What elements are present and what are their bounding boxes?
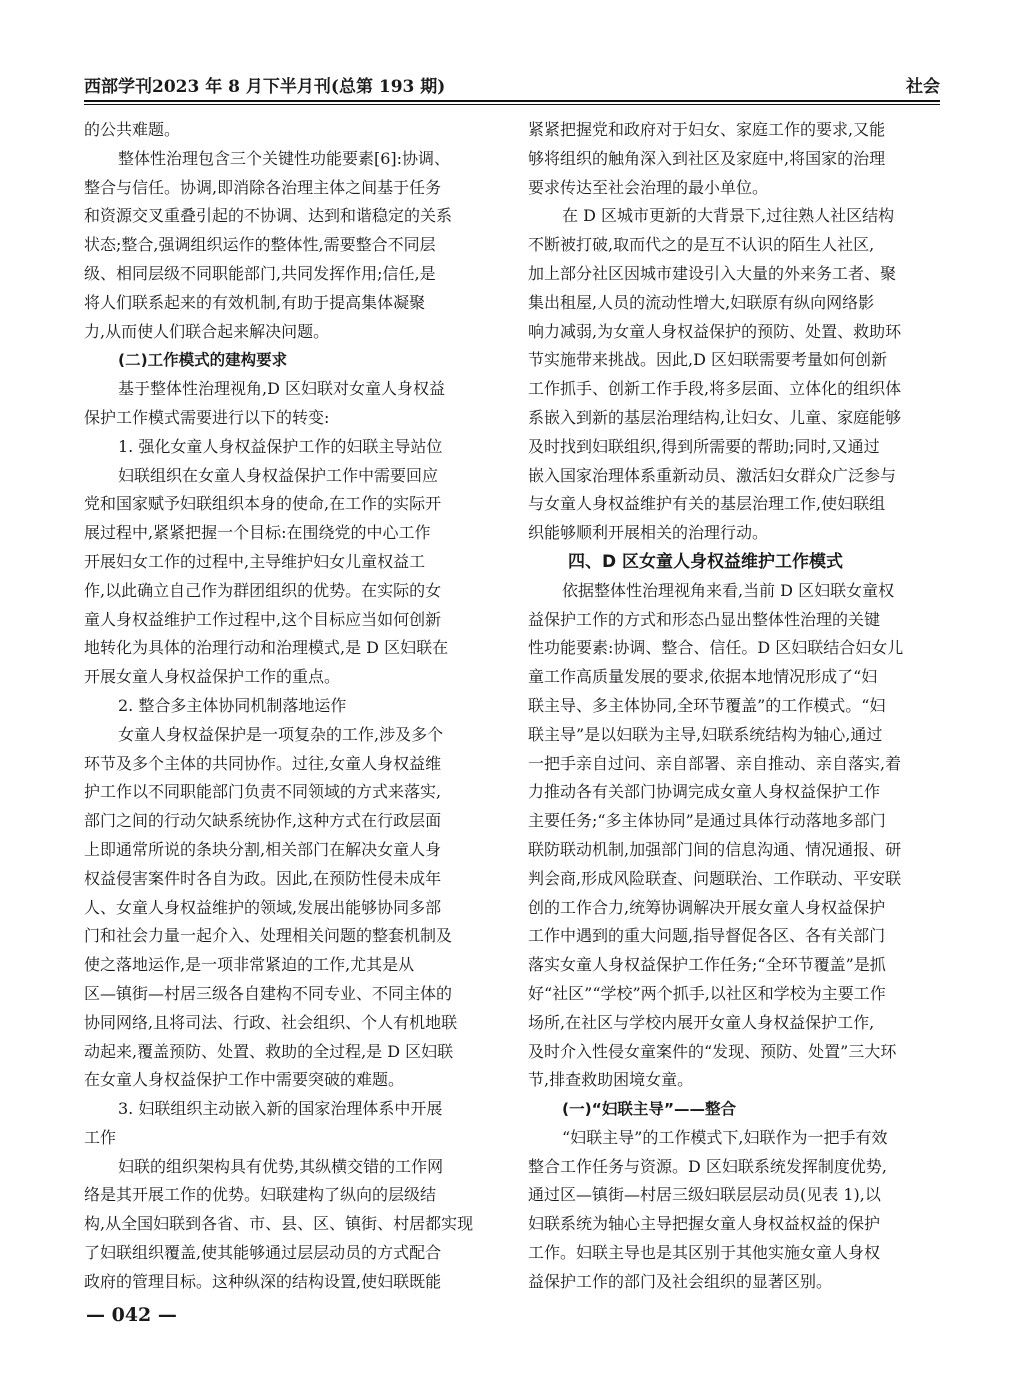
text-line: 场所,在社区与学校内展开女童人身权益保护工作, [528,1012,875,1032]
text-line: 了妇联组织覆盖,使其能够通过层层动员的方式配合 [84,1243,442,1263]
text-line: 加上部分社区因城市建设引入大量的外来务工者、聚 [528,263,897,283]
text-line: 力,从而使人们联合起来解决问题。 [84,321,330,341]
text-line: 落实女童人身权益保护工作任务;“全环节覆盖”是抓 [528,955,886,975]
text-line: 展过程中,紧紧把握一个目标:在围绕党的中心工作 [84,523,431,543]
text-line: 妇联的组织架构具有优势,其纵横交错的工作网 [118,1156,444,1176]
text-line: 工作抓手、创新工作手段,将多层面、立体化的组织体 [528,379,902,399]
text-line: 和资源交叉重叠引起的不协调、达到和谐稳定的关系 [84,206,453,226]
header-rule-thick [84,100,940,102]
right-column [528,116,940,1297]
text-line: 在女童人身权益保护工作中需要突破的难题。 [84,1070,405,1090]
text-line: 判会商,形成风险联查、问题联治、工作联动、平安联 [528,868,902,888]
text-line: 妇联系统为轴心主导把握女童人身权益权益的保护 [528,1214,881,1234]
text-line: 的公共难题。 [84,120,181,139]
text-line: 整合工作任务与资源。D 区妇联系统发挥制度优势, [528,1156,888,1176]
text-line: 将人们联系起来的有效机制,有助于提高集体凝聚 [84,292,426,312]
text-line: 环节及多个主体的共同协作。过往,女童人身权益维 [84,753,442,773]
text-line: 益保护工作的方式和形态凸显出整体性治理的关键 [528,609,881,629]
subsection-heading: (一)“妇联主导”——整合 [562,1100,737,1119]
text-line: “妇联主导”的工作模式下,妇联作为一把手有效 [562,1127,888,1147]
header-rule-thin [84,104,940,105]
section-label: 社会 [906,77,940,97]
text-line: 上即通常所说的条块分割,相关部门在解决女童人身 [84,839,442,859]
numbered-heading: 2. 整合多主体协同机制落地运作 [118,695,347,715]
text-line: 系嵌入到新的基层治理结构,让妇女、儿童、家庭能够 [528,407,902,427]
text-line: 工作。妇联主导也是其区别于其他实施女童人身权 [528,1243,881,1263]
text-line: 工作 [84,1127,117,1147]
numbered-heading: 3. 妇联组织主动嵌入新的国家治理体系中开展 [118,1099,443,1119]
journal-issue-title: 西部学刊2023 年 8 月下半月刊(总第 193 期) [84,77,446,97]
text-line: 政府的管理目标。这种纵深的结构设置,使妇联既能 [84,1271,442,1291]
text-line: 依据整体性治理视角来看,当前 D 区妇联女童权 [562,580,895,600]
text-line: 动起来,覆盖预防、处置、救助的全过程,是 D 区妇联 [84,1041,454,1061]
text-line: 级、相同层级不同职能部门,共同发挥作用;信任,是 [84,263,436,283]
text-line: 女童人身权益保护是一项复杂的工作,涉及多个 [118,724,444,744]
text-line: 益保护工作的部门及社会组织的显著区别。 [528,1271,833,1291]
text-line: 人、女童人身权益维护的领域,发展出能够协同多部 [84,897,442,917]
text-line: 通过区—镇街—村居三级妇联层层动员(见表 1),以 [528,1185,881,1205]
numbered-heading: 1. 强化女童人身权益保护工作的妇联主导站位 [118,436,443,456]
left-column [84,116,496,1297]
text-line: 联主导、多主体协同,全环节覆盖”的工作模式。“妇 [528,695,886,715]
running-header [84,70,940,100]
text-line: 作,以此确立自己作为群团组织的优势。在实际的女 [84,580,442,600]
text-line: 响力减弱,为女童人身权益保护的预防、处置、救助环 [528,321,902,341]
page-number: — 042 — [86,1304,177,1326]
text-line: 区—镇街—村居三级各自建构不同专业、不同主体的 [84,983,453,1003]
text-line: 工作中遇到的重大问题,指导督促各区、各有关部门 [528,926,886,946]
text-line: 权益侵害案件时各自为政。因此,在预防性侵未成年 [84,868,442,888]
text-line: 主要任务;“多主体协同”是通过具体行动落地多部门 [528,811,886,831]
text-line: 联主导”是以妇联为主导,妇联系统结构为轴心,通过 [528,724,883,744]
text-line: 要求传达至社会治理的最小单位。 [528,177,769,197]
text-line: 整合与信任。协调,即消除各治理主体之间基于任务 [84,177,442,197]
text-line: 一把手亲自过问、亲自部署、亲自推动、亲自落实,着 [528,753,902,773]
text-line: 开展女童人身权益保护工作的重点。 [84,667,341,687]
text-line: 部门之间的行动欠缺系统协作,这种方式在行政层面 [84,811,442,831]
text-line: 紧紧把握党和政府对于妇女、家庭工作的要求,又能 [528,120,886,139]
text-line: 够将组织的触角深入到社区及家庭中,将国家的治理 [528,148,886,168]
text-line: 童人身权益维护工作过程中,这个目标应当如何创新 [84,609,442,629]
text-line: 开展妇女工作的过程中,主导维护妇女儿童权益工 [84,551,426,571]
text-line: 节,排查救助困境女童。 [528,1070,694,1090]
text-line: 地转化为具体的治理行动和治理模式,是 D 区妇联在 [84,638,449,658]
text-line: 及时介入性侵女童案件的“发现、预防、处置”三大环 [528,1041,897,1061]
text-line: 保护工作模式需要进行以下的转变: [84,407,330,427]
text-line: 基于整体性治理视角,D 区妇联对女童人身权益 [118,379,446,399]
text-line: 构,从全国妇联到各省、市、县、区、镇街、村居都实现 [84,1214,474,1234]
subsection-heading: (二)工作模式的建构要求 [118,351,288,370]
text-line: 性功能要素:协调、整合、信任。D 区妇联结合妇女儿 [528,638,904,658]
text-line: 络是其开展工作的优势。妇联建构了纵向的层级结 [84,1185,437,1205]
text-line: 妇联组织在女童人身权益保护工作中需要回应 [118,465,439,485]
text-line: 织能够顺利开展相关的治理行动。 [528,523,769,543]
text-line: 状态;整合,强调组织运作的整体性,需要整合不同层 [84,235,436,255]
section-heading: 四、D 区女童人身权益维护工作模式 [568,551,844,572]
text-line: 童工作高质量发展的要求,依据本地情况形成了“妇 [528,667,878,687]
text-line: 集出租屋,人员的流动性增大,妇联原有纵向网络影 [528,292,875,312]
text-line: 及时找到妇联组织,得到所需要的帮助;同时,又通过 [528,436,880,456]
text-line: 门和社会力量一起介入、处理相关问题的整套机制及 [84,926,453,946]
text-line: 力推动各有关部门协调完成女童人身权益保护工作 [528,782,881,802]
text-line: 创的工作合力,统筹协调解决开展女童人身权益保护 [528,897,886,917]
text-line: 在 D 区城市更新的大背景下,过往熟人社区结构 [562,206,895,226]
text-line: 嵌入国家治理体系重新动员、激活妇女群众广泛参与 [528,465,897,485]
text-line: 联防联动机制,加强部门间的信息沟通、情况通报、研 [528,839,902,859]
text-line: 党和国家赋予妇联组织本身的使命,在工作的实际开 [84,494,442,514]
text-line: 整体性治理包含三个关键性功能要素[6]:协调、 [118,148,451,168]
text-line: 协同网络,且将司法、行政、社会组织、个人有机地联 [84,1012,458,1032]
text-line: 好“社区”“学校”两个抓手,以社区和学校为主要工作 [528,983,886,1003]
text-line: 使之落地运作,是一项非常紧迫的工作,尤其是从 [84,955,415,975]
text-line: 节实施带来挑战。因此,D 区妇联需要考量如何创新 [528,350,888,370]
text-line: 护工作以不同职能部门负责不同领域的方式来落实, [84,782,442,802]
text-line: 与女童人身权益维护有关的基层治理工作,使妇联组 [528,494,886,514]
text-line: 不断被打破,取而代之的是互不认识的陌生人社区, [528,235,875,255]
